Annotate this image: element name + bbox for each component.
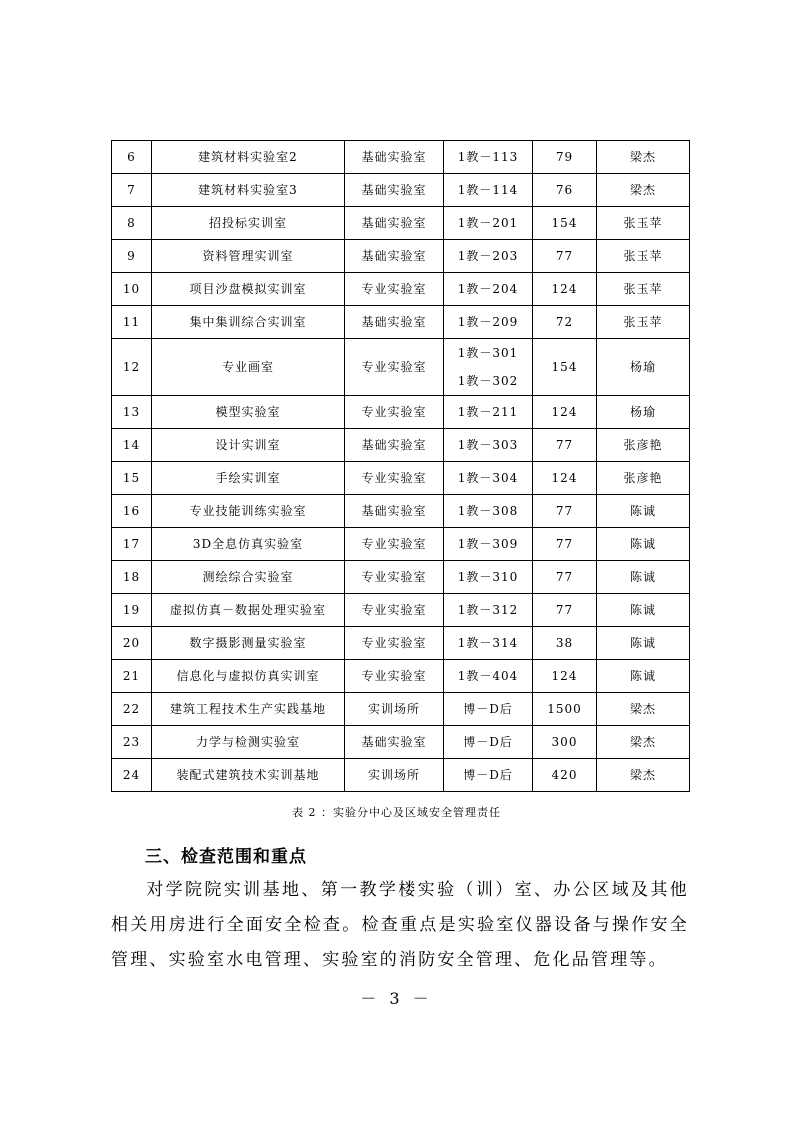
- room-code: 1教－303: [457, 438, 519, 452]
- room-code: 1教－309: [457, 537, 519, 551]
- cell-lab-type: 基础实验室: [345, 141, 444, 174]
- cell-person: 陈诚: [597, 627, 690, 660]
- cell-area: 300: [533, 726, 597, 759]
- cell-lab-name: 信息化与虚拟仿真实训室: [152, 660, 345, 693]
- table-row: [112, 396, 690, 429]
- cell-lab-name: 虚拟仿真－数据处理实验室: [152, 594, 345, 627]
- table-row: [112, 693, 690, 726]
- table-row: [112, 141, 690, 174]
- cell-number: 9: [112, 240, 152, 273]
- cell-lab-type: 专业实验室: [345, 339, 444, 396]
- table-row: [112, 528, 690, 561]
- cell-lab-name: 设计实训室: [152, 429, 345, 462]
- room-code: 1教－304: [457, 471, 519, 485]
- cell-number: 7: [112, 174, 152, 207]
- cell-person: 张玉苹: [597, 207, 690, 240]
- cell-room: [444, 396, 533, 429]
- cell-person: 张玉苹: [597, 273, 690, 306]
- cell-number: 15: [112, 462, 152, 495]
- cell-person: 梁杰: [597, 693, 690, 726]
- cell-area: 77: [533, 429, 597, 462]
- cell-lab-name: 建筑工程技术生产实践基地: [152, 693, 345, 726]
- cell-room: [444, 207, 533, 240]
- page-number: － 3 －: [360, 989, 433, 1008]
- cell-number: 13: [112, 396, 152, 429]
- room-code: 博－D后: [463, 735, 513, 749]
- cell-room: [444, 594, 533, 627]
- cell-area: 76: [533, 174, 597, 207]
- table-row: [112, 273, 690, 306]
- lab-safety-table: [111, 140, 690, 792]
- cell-lab-name: 手绘实训室: [152, 462, 345, 495]
- cell-area: 77: [533, 495, 597, 528]
- cell-number: 16: [112, 495, 152, 528]
- cell-number: 14: [112, 429, 152, 462]
- table-row: [112, 495, 690, 528]
- cell-number: 20: [112, 627, 152, 660]
- cell-person: 陈诚: [597, 660, 690, 693]
- cell-area: 1500: [533, 693, 597, 726]
- room-code: 1教－201: [457, 216, 519, 230]
- cell-lab-name: 专业画室: [152, 339, 345, 396]
- cell-area: 77: [533, 528, 597, 561]
- cell-room: [444, 528, 533, 561]
- cell-room: [444, 693, 533, 726]
- cell-room: [444, 429, 533, 462]
- cell-person: 陈诚: [597, 495, 690, 528]
- room-code: 博－D后: [463, 768, 513, 782]
- cell-area: 38: [533, 627, 597, 660]
- cell-lab-type: 基础实验室: [345, 306, 444, 339]
- cell-lab-type: 专业实验室: [345, 627, 444, 660]
- cell-lab-type: 专业实验室: [345, 396, 444, 429]
- cell-lab-name: 装配式建筑技术实训基地: [152, 759, 345, 792]
- cell-person: 张彦艳: [597, 462, 690, 495]
- cell-room: [444, 339, 533, 396]
- room-code: 1教－310: [457, 570, 519, 584]
- cell-area: 420: [533, 759, 597, 792]
- cell-lab-name: 建筑材料实验室3: [152, 174, 345, 207]
- cell-number: 18: [112, 561, 152, 594]
- cell-area: 124: [533, 396, 597, 429]
- cell-room: [444, 495, 533, 528]
- room-code: 1教－312: [457, 603, 519, 617]
- room-code: 1教－302: [457, 374, 519, 388]
- body-paragraph: [111, 873, 689, 978]
- cell-room: [444, 273, 533, 306]
- cell-room: [444, 174, 533, 207]
- cell-room: [444, 726, 533, 759]
- cell-lab-type: 专业实验室: [345, 273, 444, 306]
- cell-room: [444, 759, 533, 792]
- cell-lab-type: 专业实验室: [345, 594, 444, 627]
- cell-person: 梁杰: [597, 174, 690, 207]
- cell-area: 77: [533, 240, 597, 273]
- cell-person: 张玉苹: [597, 306, 690, 339]
- room-code: 1教－209: [457, 315, 519, 329]
- table-row: [112, 207, 690, 240]
- cell-lab-name: 模型实验室: [152, 396, 345, 429]
- cell-lab-type: 实训场所: [345, 759, 444, 792]
- table-row: [112, 561, 690, 594]
- cell-person: 杨瑜: [597, 396, 690, 429]
- cell-area: 77: [533, 561, 597, 594]
- cell-lab-type: 基础实验室: [345, 174, 444, 207]
- room-code: 1教－211: [457, 405, 519, 419]
- room-code: 1教－113: [457, 150, 519, 164]
- table-row: [112, 759, 690, 792]
- table-body: [112, 141, 690, 792]
- cell-person: 张玉苹: [597, 240, 690, 273]
- cell-room: [444, 627, 533, 660]
- cell-number: 19: [112, 594, 152, 627]
- room-code: 1教－203: [457, 249, 519, 263]
- room-code: 1教－404: [457, 669, 519, 683]
- cell-lab-name: 专业技能训练实验室: [152, 495, 345, 528]
- cell-lab-type: 专业实验室: [345, 528, 444, 561]
- table-row: [112, 726, 690, 759]
- cell-room: [444, 462, 533, 495]
- cell-room: [444, 306, 533, 339]
- room-code: 1教－314: [457, 636, 519, 650]
- room-code: 1教－114: [457, 183, 519, 197]
- table-row: [112, 627, 690, 660]
- body-paragraph-text: 对学院院实训基地、第一教学楼实验（训）室、办公区域及其他相关用房进行全面安全检查。检查重点是实验室仪器设备与操作安全管理、实验室水电管理、实验室的消防安全管理、危化品管理等。: [111, 880, 689, 970]
- table-row: [112, 339, 690, 396]
- cell-number: 6: [112, 141, 152, 174]
- cell-room: [444, 141, 533, 174]
- table-row: [112, 462, 690, 495]
- room-code: 博－D后: [463, 702, 513, 716]
- cell-room: [444, 240, 533, 273]
- cell-lab-name: 项目沙盘模拟实训室: [152, 273, 345, 306]
- cell-number: 8: [112, 207, 152, 240]
- cell-person: 杨瑜: [597, 339, 690, 396]
- cell-lab-type: 基础实验室: [345, 495, 444, 528]
- cell-lab-type: 基础实验室: [345, 726, 444, 759]
- cell-area: 154: [533, 339, 597, 396]
- cell-lab-name: 力学与检测实验室: [152, 726, 345, 759]
- cell-area: 124: [533, 273, 597, 306]
- cell-lab-type: 基础实验室: [345, 240, 444, 273]
- cell-room: [444, 561, 533, 594]
- cell-number: 10: [112, 273, 152, 306]
- table-row: [112, 594, 690, 627]
- cell-person: 梁杰: [597, 759, 690, 792]
- cell-lab-type: 专业实验室: [345, 660, 444, 693]
- cell-lab-name: 数字摄影测量实验室: [152, 627, 345, 660]
- cell-number: 21: [112, 660, 152, 693]
- cell-person: 陈诚: [597, 561, 690, 594]
- room-code: 1教－204: [457, 282, 519, 296]
- cell-number: 11: [112, 306, 152, 339]
- table-row: [112, 240, 690, 273]
- cell-lab-name: 资料管理实训室: [152, 240, 345, 273]
- cell-number: 12: [112, 339, 152, 396]
- cell-number: 23: [112, 726, 152, 759]
- cell-area: 77: [533, 594, 597, 627]
- cell-lab-name: 测绘综合实验室: [152, 561, 345, 594]
- cell-number: 24: [112, 759, 152, 792]
- table-row: [112, 660, 690, 693]
- cell-area: 72: [533, 306, 597, 339]
- cell-lab-name: 建筑材料实验室2: [152, 141, 345, 174]
- cell-person: 陈诚: [597, 528, 690, 561]
- room-code: 1教－301: [457, 346, 519, 360]
- cell-room: [444, 660, 533, 693]
- cell-person: 梁杰: [597, 141, 690, 174]
- cell-lab-name: 3D全息仿真实验室: [152, 528, 345, 561]
- cell-person: 梁杰: [597, 726, 690, 759]
- cell-area: 154: [533, 207, 597, 240]
- cell-person: 张彦艳: [597, 429, 690, 462]
- cell-lab-type: 专业实验室: [345, 561, 444, 594]
- cell-area: 124: [533, 660, 597, 693]
- table-row: [112, 429, 690, 462]
- cell-lab-type: 基础实验室: [345, 429, 444, 462]
- cell-number: 22: [112, 693, 152, 726]
- cell-lab-type: 基础实验室: [345, 207, 444, 240]
- cell-lab-type: 实训场所: [345, 693, 444, 726]
- cell-area: 124: [533, 462, 597, 495]
- cell-number: 17: [112, 528, 152, 561]
- table-row: [112, 306, 690, 339]
- cell-lab-type: 专业实验室: [345, 462, 444, 495]
- room-code: 1教－308: [457, 504, 519, 518]
- table-caption: 表 2 ：实验分中心及区域安全管理责任: [292, 806, 501, 819]
- cell-person: 陈诚: [597, 594, 690, 627]
- cell-area: 79: [533, 141, 597, 174]
- cell-lab-name: 招投标实训室: [152, 207, 345, 240]
- section-heading: 三、检查范围和重点: [145, 847, 307, 867]
- cell-lab-name: 集中集训综合实训室: [152, 306, 345, 339]
- table-row: [112, 174, 690, 207]
